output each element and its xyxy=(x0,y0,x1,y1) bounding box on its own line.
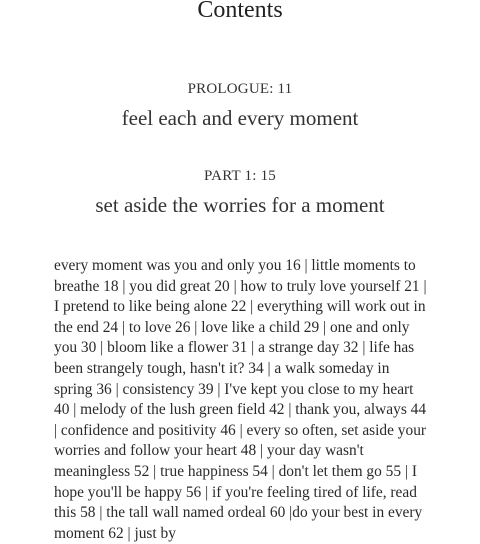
part1-heading: set aside the worries for a moment xyxy=(95,193,385,217)
part1-label: PART 1: 15 xyxy=(204,168,276,184)
prologue-heading: feel each and every moment xyxy=(121,106,359,130)
part1-entry-list: every moment was you and only you 16 | little moments to breathe 18 | you did great 20 | how to truly love yourself 21 | I pretend to like being alone 22 | everything will work out in the end 24 | to love 26 | love like a child 29 | one and only you 30 | bloom like a flower 31 | a strange day 32 | life has been strangely tough, hasn't it? 34 | a walk someday in spring 36 | consistency 39 | I've kept you close to my heart 40 | melody of the lush green field 42 | thank you, always 44 | confidence and positivity 46 | every so often, set aside your worries and follow your heart 48 | your day wasn't meaningless 52 | true happiness 54 | don't let them go 55 | I hope you'll be happy 56 | if you're feeling tired of life, read this 58 | the tall wall named ordeal 60 |do your best in every moment 62 | just by xyxy=(54,257,427,542)
prologue-label: PROLOGUE: 11 xyxy=(187,81,293,97)
contents-title: Contents xyxy=(197,0,283,23)
